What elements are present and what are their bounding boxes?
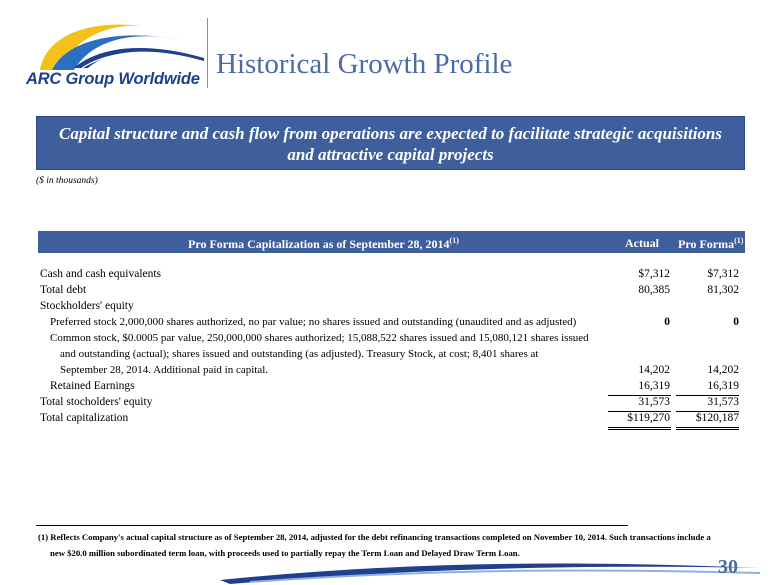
table-row (38, 284, 745, 300)
table-row (38, 316, 745, 332)
double-rule-actual-1 (608, 427, 671, 428)
table-header (38, 231, 745, 253)
banner-line-1: Capital structure and cash flow from operations are expected to facilitate strategic acquisitions (59, 124, 722, 143)
row-actual: 31,573 (638, 396, 670, 408)
header-divider (207, 18, 208, 88)
row-label: Total stocholders' equity (40, 396, 153, 408)
row-proforma: 31,573 (707, 396, 739, 408)
column-header-actual: Actual (625, 236, 659, 250)
row-proforma: 0 (733, 316, 739, 328)
units-note: ($ in thousands) (36, 176, 98, 186)
company-logo (22, 18, 207, 98)
banner-line-2: and attractive capital projects (287, 145, 494, 164)
double-rule-actual-2 (608, 429, 671, 430)
row-actual: 0 (664, 316, 670, 328)
footnote-line-1: (1) Reflects Company's actual capital structure as of September 28, 2014, adjusted for the debt refinancing transactions completed on November 10, 2014. Such transactions include a (38, 532, 711, 542)
row-label: Total debt (40, 284, 87, 296)
table-row (38, 332, 745, 348)
page-title: Historical Growth Profile (216, 48, 513, 80)
row-label: Total capitalization (40, 412, 129, 424)
page-number: 30 (718, 556, 738, 578)
table-row (38, 380, 745, 396)
row-actual: $7,312 (638, 268, 670, 280)
row-proforma: 16,319 (707, 380, 739, 392)
logo-arc-graphic (22, 18, 207, 78)
table-row (38, 300, 745, 316)
row-label: September 28, 2014. Additional paid in capital. (60, 364, 269, 376)
table-row (38, 396, 745, 412)
table-row (38, 268, 745, 284)
summary-banner (36, 116, 745, 170)
table-row (38, 348, 745, 364)
row-actual: $119,270 (627, 412, 670, 424)
row-actual: 14,202 (638, 364, 670, 376)
double-rule-proforma-1 (676, 427, 739, 428)
column-header-proforma (678, 236, 743, 252)
table-row (38, 412, 745, 428)
logo-text: ARC Group Worldwide (26, 70, 200, 88)
table-title (188, 236, 459, 252)
table-row (38, 364, 745, 380)
row-actual: 80,385 (638, 284, 670, 296)
row-label: Cash and cash equivalents (40, 268, 162, 280)
table-title-footnote-ref: (1) (449, 236, 459, 245)
footnote-line-2: new $20.0 million subordinated term loan, with proceeds used to partially repay the Term Loan and Delayed Draw Term Loan. (50, 548, 520, 558)
column-header-proforma-text: Pro Forma (678, 237, 735, 251)
row-actual: 16,319 (638, 380, 670, 392)
row-proforma: 14,202 (707, 364, 739, 376)
table-title-text: Pro Forma Capitalization as of September 28, 2014 (188, 237, 450, 251)
footnote-divider (36, 525, 628, 526)
footer-swoosh-graphic (0, 540, 780, 585)
row-proforma: 81,302 (707, 284, 739, 296)
row-label: and outstanding (actual); shares issued and outstanding (as adjusted). Treasury Stock, at cost; 8,401 shares at (60, 348, 539, 360)
column-header-proforma-footnote-ref: (1) (734, 236, 744, 245)
row-label: Retained Earnings (50, 380, 135, 392)
row-proforma: $120,187 (695, 412, 739, 424)
row-label: Common stock, $0.0005 par value, 250,000,000 shares authorized; 15,088,522 shares issued and 15,080,121 shares issued (50, 332, 589, 344)
row-label: Stockholders' equity (40, 300, 134, 312)
double-rule-proforma-2 (676, 429, 739, 430)
row-proforma: $7,312 (707, 268, 739, 280)
row-label: Preferred stock 2,000,000 shares authorized, no par value; no shares issued and outstanding (unaudited and as adjusted) (50, 316, 577, 328)
